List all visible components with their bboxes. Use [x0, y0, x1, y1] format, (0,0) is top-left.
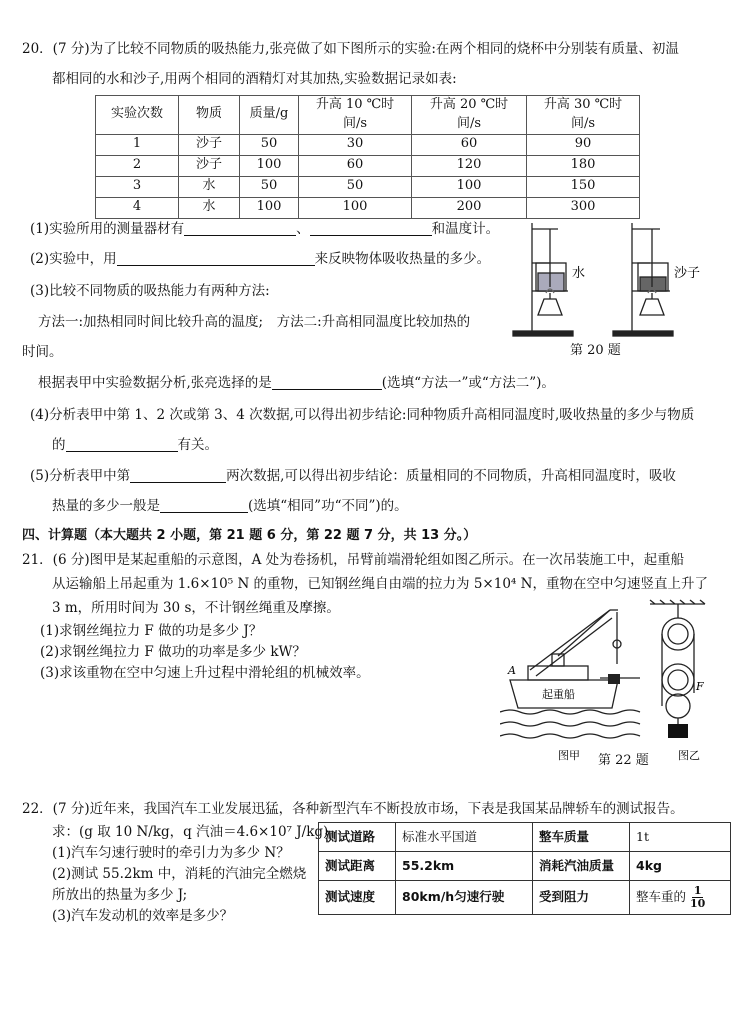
q20-methods: 方法一:加热相同时间比较升高的温度; 方法二:升高相同温度比较加热的: [38, 314, 471, 330]
q21-line1: 21．(6 分)图甲是某起重船的示意图，A 处为卷扬机，吊臂前端滑轮组如图乙所示。在一次吊装施工中，起重船: [22, 552, 685, 568]
table-cell: 55.2km: [396, 852, 533, 881]
table-header: 升高 10 ℃时间/s: [299, 96, 412, 135]
table-row: [96, 176, 640, 197]
q22-line1: 22．(7 分)近年来，我国汽车工业发展迅猛，各种新型汽车不断投放市场，下表是我国某品牌轿车的测试报告。: [22, 801, 684, 817]
label-f: F: [696, 680, 704, 693]
answer-blank[interactable]: [310, 221, 432, 236]
q20-part5-text-a: (5)分析表甲中第: [30, 468, 131, 484]
q20-part3: (3)比较不同物质的吸热能力有两种方法:: [30, 283, 270, 299]
table-cell: 测试道路: [319, 823, 396, 852]
q20-part3-choice-a: 根据表甲中实验数据分析,张亮选择的是: [38, 375, 272, 391]
table-cell: 1: [96, 134, 179, 155]
table-cell: 90: [527, 134, 640, 155]
q20-part2: [30, 250, 490, 270]
table-row: [319, 852, 731, 881]
q20-part1: [30, 220, 499, 240]
q20-part5-cont: [52, 497, 408, 517]
table-cell: 沙子: [179, 134, 240, 155]
table-cell: 受到阻力: [533, 881, 630, 915]
q20-part4-text-c: 有关。: [177, 437, 218, 453]
q20-data-table: [95, 95, 640, 219]
q20-part5-text-b: 两次数据,可以得出初步结论：质量相同的不同物质，升高相同温度时，吸收: [226, 468, 676, 484]
table-cell: 300: [527, 197, 640, 218]
label-figure-yi: 图乙: [678, 749, 700, 762]
table-cell: 80km/h匀速行驶: [396, 881, 533, 915]
q20-part3-choice-b: (选填“方法一”或“方法二”)。: [381, 375, 555, 391]
q20-part1-text-b: 和温度计。: [431, 221, 500, 237]
q20-methods-cont: 时间。: [22, 344, 63, 360]
table-cell: 100: [299, 197, 412, 218]
table-cell: 4kg: [630, 852, 731, 881]
resistance-text: 整车重的: [636, 889, 687, 904]
table-cell: 100: [240, 197, 299, 218]
answer-blank[interactable]: [117, 251, 315, 266]
answer-blank[interactable]: [66, 437, 178, 452]
table-header-row: [96, 96, 640, 135]
q20-part5: [30, 467, 676, 487]
answer-blank[interactable]: [272, 375, 382, 390]
q20-part5-text-c: 热量的多少一般是: [52, 498, 160, 514]
table-cell: 120: [412, 155, 527, 176]
table-cell: 30: [299, 134, 412, 155]
table-cell: 水: [179, 176, 240, 197]
table-cell: 3: [96, 176, 179, 197]
table-header: 升高 20 ℃时间/s: [412, 96, 527, 135]
table-cell: 150: [527, 176, 640, 197]
q20-part4: (4)分析表甲中第 1、2 次或第 3、4 次数据,可以得出初步结论:同种物质升高相同温度时,吸收热量的多少与物质: [30, 407, 695, 423]
label-ship: 起重船: [542, 688, 575, 701]
label-figure-jia: 图甲: [558, 749, 580, 762]
table-cell: 50: [299, 176, 412, 197]
table-cell: 测试速度: [319, 881, 396, 915]
q20-apparatus-figure: [510, 215, 705, 360]
table-cell: 标准水平国道: [396, 823, 533, 852]
table-cell: 水: [179, 197, 240, 218]
answer-blank[interactable]: [160, 498, 248, 513]
answer-blank[interactable]: [184, 221, 296, 236]
label-a: A: [508, 664, 516, 677]
table-cell: 4: [96, 197, 179, 218]
q21-sub2: (2)求钢丝绳拉力 F 做功的功率是多少 kW？: [40, 644, 306, 660]
table-cell: 180: [527, 155, 640, 176]
q20-part5-text-d: (选填“相同”功“不同”)的。: [248, 498, 408, 514]
q20-part2-text-a: (2)实验中，用: [30, 251, 117, 267]
table-cell: 100: [412, 176, 527, 197]
table-cell: 200: [412, 197, 527, 218]
table-row: [319, 881, 731, 915]
q21-sub1: (1)求钢丝绳拉力 F 做的功是多少 J？: [40, 623, 263, 639]
label-water: 水: [572, 266, 586, 281]
answer-blank[interactable]: [130, 468, 226, 483]
car-test-report-table: [318, 822, 731, 915]
q22-sub3: (3)汽车发动机的效率是多少？: [52, 908, 234, 924]
crane-ship-figure: [500, 598, 725, 770]
table-cell: 整车质量: [533, 823, 630, 852]
table-header: 物质: [179, 96, 240, 135]
q22-sub2a: (2)测试 55.2km 中，消耗的汽油完全燃烧: [52, 866, 307, 882]
fraction-numerator: 1: [693, 883, 702, 897]
q20-part1-text-a: (1)实验所用的测量器材有: [30, 221, 185, 237]
fraction-denominator: 10: [690, 897, 706, 910]
table-row: [319, 823, 731, 852]
section-heading: 四、计算题（本大题共 2 小题，第 21 题 6 分，第 22 题 7 分，共 13 分。）: [22, 528, 477, 543]
table-cell: 2: [96, 155, 179, 176]
q20-line1: 20．(7 分)为了比较不同物质的吸热能力,张亮做了如下图所示的实验:在两个相同的烧杯中分别装有质量、初温: [22, 41, 679, 57]
q22-sub2b: 所放出的热量为多少 J;: [52, 887, 188, 903]
table-cell: 消耗汽油质量: [533, 852, 630, 881]
table-cell: 1t: [630, 823, 731, 852]
q20-part1-sep: 、: [296, 221, 310, 237]
table-cell: 50: [240, 176, 299, 197]
table-header: 实验次数: [96, 96, 179, 135]
table-cell: 60: [299, 155, 412, 176]
q22-given: 求：(g 取 10 N/kg，q 汽油＝4.6×10⁷ J/kg): [52, 824, 329, 840]
table-row: [96, 155, 640, 176]
q20-figure-caption: 第 20 题: [570, 343, 621, 358]
table-cell: 50: [240, 134, 299, 155]
q20-part4-text-b: 的: [52, 437, 66, 453]
table-cell: 测试距离: [319, 852, 396, 881]
q20-line2: 都相同的水和沙子,用两个相同的酒精灯对其加热,实验数据记录如表:: [52, 71, 457, 87]
q20-part2-text-b: 来反映物体吸收热量的多少。: [314, 251, 491, 267]
q22-figure-caption: 第 22 题: [598, 753, 649, 768]
table-header: 质量/g: [240, 96, 299, 135]
q21-line2: 从运输船上吊起重为 1.6×10⁵ N 的重物，已知钢丝绳自由端的拉力为 5×10⁴ N，重物在空中匀速竖直上升了: [52, 576, 708, 592]
q21-line3: 3 m，所用时间为 30 s，不计钢丝绳重及摩擦。: [52, 600, 340, 616]
table-cell: 60: [412, 134, 527, 155]
label-sand: 沙子: [674, 266, 701, 281]
q22-sub1: (1)汽车匀速行驶时的牵引力为多少 N？: [52, 845, 290, 861]
table-header: 升高 30 ℃时间/s: [527, 96, 640, 135]
table-cell: 沙子: [179, 155, 240, 176]
table-cell: 100: [240, 155, 299, 176]
fraction: [690, 885, 705, 910]
q20-part4-cont: [52, 436, 218, 456]
q20-part3-choice: [38, 374, 555, 394]
table-cell: [630, 881, 731, 915]
q21-sub3: (3)求该重物在空中匀速上升过程中滑轮组的机械效率。: [40, 665, 370, 681]
table-row: [96, 134, 640, 155]
